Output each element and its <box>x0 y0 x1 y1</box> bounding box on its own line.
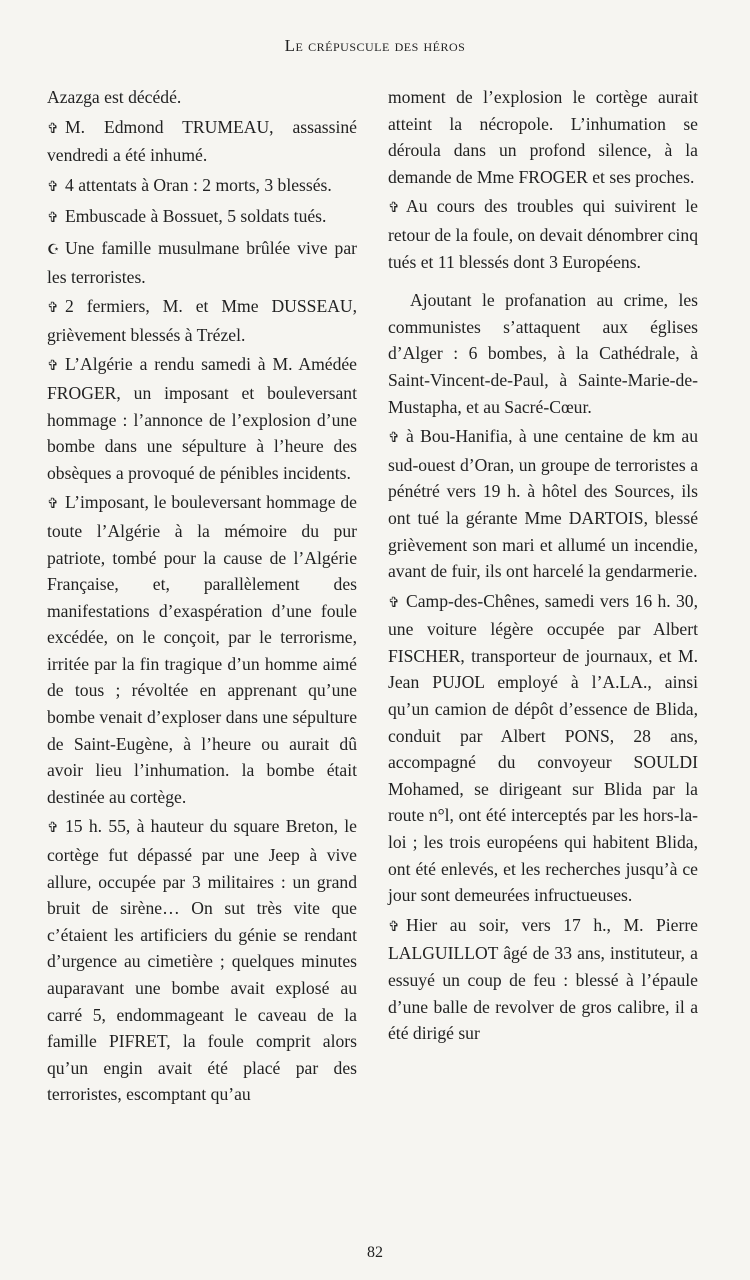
paragraph <box>388 423 698 585</box>
paragraph-text: 2 fermiers, M. et Mme DUSSEAU, grièvement blessés à Trézel. <box>47 296 357 345</box>
paragraph <box>388 84 698 190</box>
paragraph-text: à Bou-Hanifia, à une centaine de km au sud-ouest d’Oran, un groupe de terroristes a pénétré vers 19 h. à hôtel des Sources, ils ont tué la gérante Mme DARTOIS, blessé grièvement son mari et allumé un incendie, avant de fuir, ils ont harcelé la gendarmerie. <box>388 426 698 582</box>
paragraph <box>47 813 357 1108</box>
paragraph-text: Azazga est décédé. <box>47 87 182 107</box>
paragraph <box>47 203 357 232</box>
running-header <box>0 36 750 56</box>
crescent-icon: ☪ <box>47 241 60 258</box>
cross-icon: ✞ <box>47 210 59 227</box>
cross-icon: ✞ <box>47 178 59 195</box>
cross-icon: ✞ <box>47 120 59 137</box>
page-number: 82 <box>367 1244 383 1261</box>
paragraph <box>47 235 357 290</box>
paragraph <box>388 287 698 420</box>
paragraph <box>388 912 698 1047</box>
running-title: Le crépuscule des héros <box>284 36 466 55</box>
paragraph-text: 4 attentats à Oran : 2 morts, 3 blessés. <box>65 174 332 195</box>
paragraph-text: 15 h. 55, à hauteur du square Breton, le cortège fut dépassé par une Jeep à vive allure, occupée par 3 militaires : un grand bruit de sirène… On sut très vite que c’étaient les artificiers du génie se rendant d’urgence au cimetière ; quelques minutes auparavant une bombe avait explosé au carré 5, endommageant le caveau de la famille PIFRET, la foule comprit alors qu’un engin avait été placé par des terroristes, escomptant qu’au <box>47 816 357 1105</box>
paragraph-text: Une famille musulmane brûlée vive par les terroristes. <box>47 237 357 287</box>
cross-icon: ✞ <box>47 358 59 375</box>
cross-icon: ✞ <box>388 594 400 611</box>
paragraph-text: Camp-des-Chênes, samedi vers 16 h. 30, une voiture légère occupée par Albert FISCHER, transporteur de journaux, et M. Jean PUJOL employé à l’A.LA., ainsi qu’un camion de dépôt d’essence de Blida, conduit par Albert PONS, 28 ans, accompagné du convoyeur SOULDI Mohamed, se dirigeant sur Blida par la route n°l, ont été interceptés par les hors-la-loi ; les trois européens qui habitent Blida, ont été enlevés, et les recherches jusqu’à ce jour sont demeurées infructueuses. <box>388 590 698 906</box>
paragraph <box>388 588 698 909</box>
left-column <box>47 84 357 1111</box>
paragraph <box>47 114 357 169</box>
cross-icon: ✞ <box>388 430 400 447</box>
paragraph-text: Ajoutant le profanation au crime, les communistes s’attaquent aux églises d’Alger : 6 bombes, à la Cathédrale, à Saint-Vincent-de-Paul, à Sainte-Marie-de-Mustapha, et au Sacré-Cœur. <box>388 290 698 417</box>
cross-icon: ✞ <box>47 820 59 837</box>
cross-icon: ✞ <box>47 496 59 513</box>
paragraph <box>47 293 357 348</box>
cross-icon: ✞ <box>388 918 400 935</box>
paragraph <box>47 489 357 810</box>
right-column <box>388 84 698 1050</box>
paragraph-text: Hier au soir, vers 17 h., M. Pierre LALGUILLOT âgé de 33 ans, instituteur, a essuyé un coup de feu : blessé à l’épaule d’une balle de revolver de gros calibre, il a été dirigé sur <box>388 914 698 1044</box>
cross-icon: ✞ <box>388 200 400 217</box>
paragraph-text: M. Edmond TRUMEAU, assassiné vendredi a été inhumé. <box>47 116 357 166</box>
paragraph-text: moment de l’explosion le cortège aurait atteint la nécropole. L’inhumation se déroula dans un profond silence, à la demande de Mme FROGER et ses proches. <box>388 87 698 187</box>
paragraph <box>47 172 357 201</box>
paragraph-text: Embuscade à Bossuet, 5 soldats tués. <box>65 206 327 227</box>
paragraph-text: L’Algérie a rendu samedi à M. Amédée FROGER, un imposant et bouleversant hommage : l’annonce de l’explosion d’une bombe dans une sépulture à l’heure des obsèques a provoqué de pénibles incidents. <box>47 354 357 483</box>
paragraph-text: Au cours des troubles qui suivirent le retour de la foule, on devait dénombrer cinq tués et 11 blessés dont 3 Européens. <box>388 196 698 272</box>
paragraph <box>47 351 357 486</box>
paragraph <box>47 84 357 111</box>
cross-icon: ✞ <box>47 300 59 317</box>
paragraph <box>388 193 698 275</box>
paragraph-text: L’imposant, le bouleversant hommage de toute l’Algérie à la mémoire du pur patriote, tombé pour la cause de l’Algérie Française, et, parallèlement des manifestations d’exaspération d’une foule excédée, on le conçoit, par le terrorisme, irritée par la fin tragique d’un homme aimé de tous ; révoltée en apprenant qu’une bombe venait d’exploser dans une sépulture de Saint-Eugène, à l’heure ou aurait dû avoir lieu l’inhumation. la bombe était destinée au cortège. <box>47 492 357 807</box>
